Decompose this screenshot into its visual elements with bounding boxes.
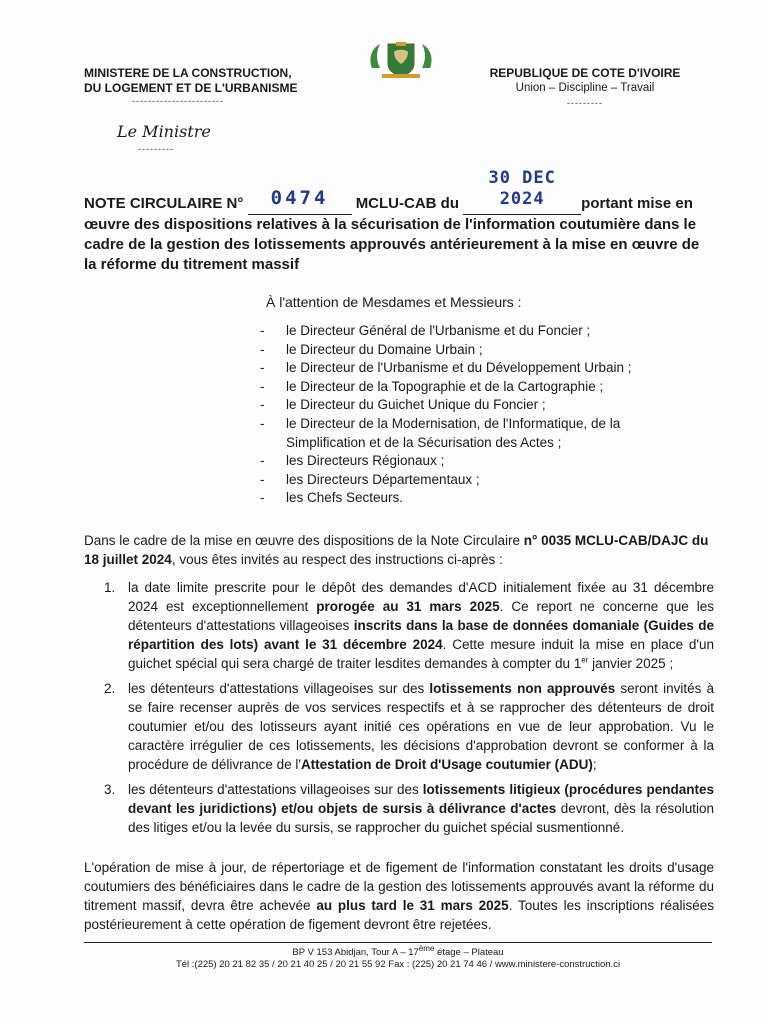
instruction-item-1 xyxy=(84,578,714,673)
item-bold: prorogée au 31 mars 2025 xyxy=(316,599,500,614)
instruction-item-3 xyxy=(84,780,714,837)
footer-contacts: Tél :(225) 20 21 82 35 / 20 21 40 25 / 20 21 55 92 Fax : (225) 20 21 74 46 / www.ministere-construction.ci xyxy=(175,959,621,970)
list-item: - le Directeur de la Modernisation, de l'Informatique, de la Simplification et de la Sécurisation des Actes ; xyxy=(258,415,678,452)
recipient-list xyxy=(258,322,678,508)
item-bold: inscrits dans la base de données domaniale (Guides de répartition des lots) avant le 31 décembre 2024 xyxy=(128,618,714,652)
list-item: - le Directeur Général de l'Urbanisme et du Foncier ; xyxy=(258,322,678,341)
republic-header xyxy=(480,66,690,111)
item-number: 1. xyxy=(104,580,116,595)
circular-number: 0474 xyxy=(270,187,329,209)
item-text: ; xyxy=(592,757,597,772)
item-text: les détenteurs d'attestations villageoises sur des xyxy=(128,782,423,797)
list-item: - les Chefs Secteurs. xyxy=(258,489,678,508)
item-bold: lotissements litigieux (procédures pendantes devant les juridictions) et/ou objets de sursis à délivrance d'actes xyxy=(128,782,714,816)
item-number: 3. xyxy=(104,782,116,797)
closing-text: . Toutes les inscriptions réalisées postérieurement à cette opération de figement devront être rejetées. xyxy=(84,898,714,932)
intro-reference: n° 0035 MCLU-CAB/DAJC du 18 juillet 2024 xyxy=(84,533,709,567)
footer-address-text: BP V 153 Abidjan, Tour A – 17 xyxy=(292,947,419,958)
republic-motto: Union – Discipline – Travail xyxy=(515,82,655,94)
list-item: - le Directeur du Guichet Unique du Foncier ; xyxy=(258,396,678,415)
intro-text: Dans le cadre de la mise en œuvre des dispositions de la Note Circulaire xyxy=(84,533,524,548)
closing-text: L'opération de mise à jour, de répertoriage et de figement de l'information constatant les droits d'usage coutumiers des bénéficiaires dans le cadre de la gestion des lotissements approuvés avant la réforme du titrement massif, devra être achevée xyxy=(84,860,714,913)
item-bold: Attestation de Droit d'Usage coutumier (ADU) xyxy=(300,757,593,772)
attention-line: À l'attention de Mesdames et Messieurs : xyxy=(266,294,522,310)
footer-address-text: étage – Plateau xyxy=(434,947,504,958)
item-text: janvier 2025 ; xyxy=(588,656,674,671)
footer-address xyxy=(84,943,712,959)
republic-name: REPUBLIQUE DE COTE D'IVOIRE xyxy=(489,66,681,80)
item-bold: lotissements non approuvés xyxy=(429,681,616,696)
circular-number-field xyxy=(248,187,352,215)
list-item: - le Directeur de la Topographie et de la Cartographie ; xyxy=(258,378,678,397)
footer-sup: ème xyxy=(418,943,435,953)
minister-title: Le Ministre xyxy=(117,122,211,141)
item-text: seront invités à se faire recenser auprès de vos services respectifs et à se rapprocher des détenteurs de droit coutumier et/ou des lotisseurs ayant initié ces opérations en vue de leur approbation. Vu le caractère irrégulier de ces lotissements, les décisions d'approbation devront se conformer à la procédure de délivrance de l' xyxy=(128,681,714,772)
item-text: devront, dès la résolution des litiges et/ou la levée du sursis, se rapprocher du guichet spécial susmentionné. xyxy=(128,801,714,835)
list-item: - le Directeur du Domaine Urbain ; xyxy=(258,341,678,360)
list-item: - le Directeur de l'Urbanisme et du Développement Urbain ; xyxy=(258,359,678,378)
ministry-name-line2: DU LOGEMENT ET DE L'URBANISME xyxy=(84,81,298,95)
circular-date: 30 DEC 2024 xyxy=(488,168,556,209)
circular-date-field xyxy=(463,168,581,215)
circular-subject: portant mise en œuvre des dispositions relatives à la sécurisation de l'information coutumière dans le cadre de la gestion des lotissements approuvés antérieurement à la mise en œuvre de la réforme du titrement massif xyxy=(84,195,700,273)
ministry-name-line1: MINISTERE DE LA CONSTRUCTION, xyxy=(84,66,292,80)
list-item: - les Directeurs Régionaux ; xyxy=(258,452,678,471)
list-item: - les Directeurs Départementaux ; xyxy=(258,471,678,490)
intro-paragraph xyxy=(84,531,714,569)
ministry-separator: ----------------------- xyxy=(132,96,224,106)
circular-prefix: NOTE CIRCULAIRE N° xyxy=(84,195,244,212)
circular-title xyxy=(84,168,714,275)
instruction-list xyxy=(84,578,714,843)
instruction-item-2 xyxy=(84,679,714,774)
coat-of-arms-icon xyxy=(366,38,436,80)
item-sup: er xyxy=(581,655,589,665)
circular-ref: MCLU-CAB du xyxy=(355,195,459,212)
item-text: . Ce report ne concerne que les détenteurs d'attestations villageoises xyxy=(128,599,714,633)
closing-deadline: au plus tard le 31 mars 2025 xyxy=(316,898,509,913)
item-number: 2. xyxy=(104,681,116,696)
item-text: la date limite prescrite pour le dépôt des demandes d'ACD initialement fixée au 31 décembre 2024 est exceptionnellement xyxy=(128,580,714,614)
footer xyxy=(84,943,712,971)
intro-text: , vous êtes invités au respect des instructions ci-après : xyxy=(171,552,503,567)
closing-paragraph xyxy=(84,858,714,934)
item-text: . Cette mesure induit la mise en place d'un guichet spécial qui sera chargé de traiter lesdites demandes à compter du 1 xyxy=(128,637,715,671)
item-text: les détenteurs d'attestations villageoises sur des xyxy=(128,681,430,696)
footer-divider xyxy=(84,942,712,943)
republic-separator: --------- xyxy=(567,98,603,108)
minister-separator: --------- xyxy=(138,144,174,154)
ministry-header xyxy=(84,66,298,109)
